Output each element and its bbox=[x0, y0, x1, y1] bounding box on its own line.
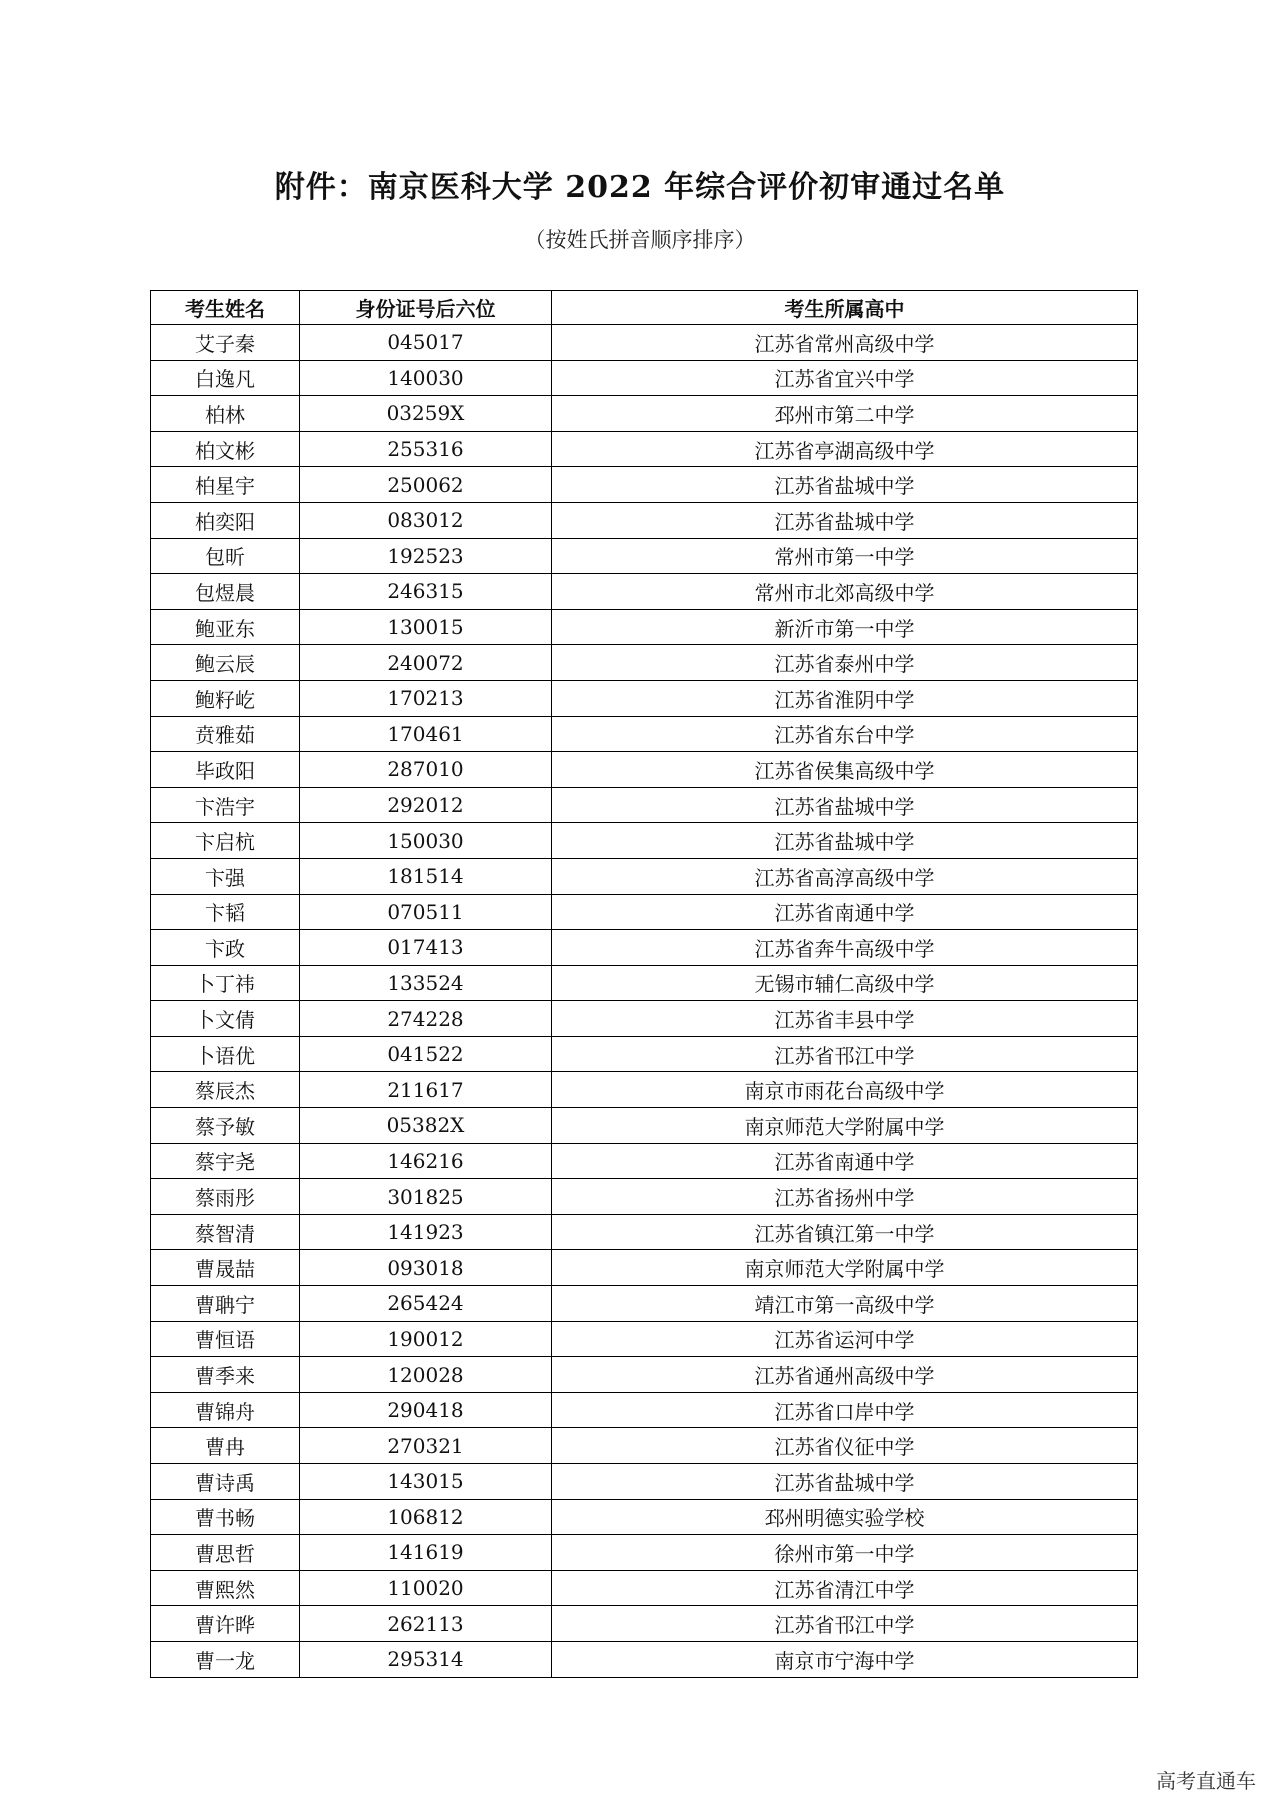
cell-high-school: 江苏省扬州中学 bbox=[552, 1179, 1138, 1215]
cell-student-name: 曹诗禹 bbox=[151, 1464, 300, 1500]
cell-id-suffix: 03259X bbox=[300, 396, 552, 432]
cell-id-suffix: 255316 bbox=[300, 431, 552, 467]
table-row bbox=[151, 1392, 1138, 1428]
cell-student-name: 卞强 bbox=[151, 858, 300, 894]
table-row bbox=[151, 823, 1138, 859]
cell-high-school: 常州市北郊高级中学 bbox=[552, 574, 1138, 610]
cell-id-suffix: 05382X bbox=[300, 1108, 552, 1144]
cell-id-suffix: 170213 bbox=[300, 680, 552, 716]
table-row bbox=[151, 858, 1138, 894]
cell-id-suffix: 041522 bbox=[300, 1036, 552, 1072]
cell-id-suffix: 190012 bbox=[300, 1321, 552, 1357]
cell-student-name: 蔡辰杰 bbox=[151, 1072, 300, 1108]
cell-student-name: 蔡予敏 bbox=[151, 1108, 300, 1144]
cell-high-school: 江苏省高淳高级中学 bbox=[552, 858, 1138, 894]
cell-id-suffix: 181514 bbox=[300, 858, 552, 894]
table-row bbox=[151, 1321, 1138, 1357]
cell-id-suffix: 150030 bbox=[300, 823, 552, 859]
cell-student-name: 曹锦舟 bbox=[151, 1392, 300, 1428]
table-row bbox=[151, 930, 1138, 966]
header-id-suffix: 身份证号后六位 bbox=[300, 291, 552, 325]
table-row bbox=[151, 431, 1138, 467]
cell-high-school: 江苏省口岸中学 bbox=[552, 1392, 1138, 1428]
cell-student-name: 曹聃宁 bbox=[151, 1286, 300, 1322]
table-row bbox=[151, 1143, 1138, 1179]
cell-id-suffix: 130015 bbox=[300, 609, 552, 645]
cell-id-suffix: 262113 bbox=[300, 1606, 552, 1642]
cell-high-school: 靖江市第一高级中学 bbox=[552, 1286, 1138, 1322]
cell-student-name: 曹书畅 bbox=[151, 1499, 300, 1535]
cell-id-suffix: 170461 bbox=[300, 716, 552, 752]
cell-high-school: 江苏省盐城中学 bbox=[552, 787, 1138, 823]
cell-high-school: 新沂市第一中学 bbox=[552, 609, 1138, 645]
cell-high-school: 南京市宁海中学 bbox=[552, 1641, 1138, 1677]
cell-student-name: 曹恒语 bbox=[151, 1321, 300, 1357]
cell-student-name: 包昕 bbox=[151, 538, 300, 574]
table-body bbox=[151, 325, 1138, 1678]
table-row bbox=[151, 965, 1138, 1001]
cell-id-suffix: 106812 bbox=[300, 1499, 552, 1535]
cell-id-suffix: 045017 bbox=[300, 325, 552, 361]
cell-high-school: 江苏省南通中学 bbox=[552, 1143, 1138, 1179]
cell-id-suffix: 287010 bbox=[300, 752, 552, 788]
cell-id-suffix: 265424 bbox=[300, 1286, 552, 1322]
table-row bbox=[151, 1428, 1138, 1464]
cell-high-school: 江苏省邗江中学 bbox=[552, 1036, 1138, 1072]
cell-student-name: 白逸凡 bbox=[151, 360, 300, 396]
document-title: 附件：南京医科大学 2022 年综合评价初审通过名单 bbox=[274, 170, 1006, 205]
document-subtitle: （按姓氏拼音顺序排序） bbox=[524, 228, 756, 252]
cell-student-name: 曹熙然 bbox=[151, 1570, 300, 1606]
table-row bbox=[151, 1499, 1138, 1535]
table-row bbox=[151, 680, 1138, 716]
table-row bbox=[151, 1214, 1138, 1250]
cell-student-name: 柏文彬 bbox=[151, 431, 300, 467]
cell-id-suffix: 143015 bbox=[300, 1464, 552, 1500]
table-row bbox=[151, 502, 1138, 538]
cell-student-name: 曹晟喆 bbox=[151, 1250, 300, 1286]
cell-high-school: 无锡市辅仁高级中学 bbox=[552, 965, 1138, 1001]
table-row bbox=[151, 1108, 1138, 1144]
table-row bbox=[151, 1606, 1138, 1642]
cell-id-suffix: 290418 bbox=[300, 1392, 552, 1428]
header-name: 考生姓名 bbox=[151, 291, 300, 325]
cell-student-name: 卞启杭 bbox=[151, 823, 300, 859]
table-row bbox=[151, 752, 1138, 788]
cell-high-school: 江苏省侯集高级中学 bbox=[552, 752, 1138, 788]
cell-high-school: 江苏省宜兴中学 bbox=[552, 360, 1138, 396]
cell-student-name: 毕政阳 bbox=[151, 752, 300, 788]
cell-id-suffix: 133524 bbox=[300, 965, 552, 1001]
cell-id-suffix: 146216 bbox=[300, 1143, 552, 1179]
table-row bbox=[151, 1179, 1138, 1215]
cell-high-school: 江苏省南通中学 bbox=[552, 894, 1138, 930]
cell-id-suffix: 017413 bbox=[300, 930, 552, 966]
cell-id-suffix: 141923 bbox=[300, 1214, 552, 1250]
cell-student-name: 鲍亚东 bbox=[151, 609, 300, 645]
cell-student-name: 曹季来 bbox=[151, 1357, 300, 1393]
cell-student-name: 蔡智清 bbox=[151, 1214, 300, 1250]
cell-high-school: 江苏省运河中学 bbox=[552, 1321, 1138, 1357]
cell-id-suffix: 141619 bbox=[300, 1535, 552, 1571]
cell-high-school: 江苏省盐城中学 bbox=[552, 1464, 1138, 1500]
table-header-row bbox=[151, 291, 1138, 325]
cell-high-school: 江苏省盐城中学 bbox=[552, 467, 1138, 503]
cell-student-name: 艾子秦 bbox=[151, 325, 300, 361]
cell-high-school: 江苏省盐城中学 bbox=[552, 502, 1138, 538]
cell-student-name: 柏奕阳 bbox=[151, 502, 300, 538]
cell-high-school: 江苏省常州高级中学 bbox=[552, 325, 1138, 361]
cell-student-name: 卜语优 bbox=[151, 1036, 300, 1072]
cell-student-name: 鲍籽屹 bbox=[151, 680, 300, 716]
table-row bbox=[151, 574, 1138, 610]
table-row bbox=[151, 1357, 1138, 1393]
admission-list-table bbox=[150, 290, 1138, 1678]
cell-id-suffix: 070511 bbox=[300, 894, 552, 930]
cell-id-suffix: 120028 bbox=[300, 1357, 552, 1393]
cell-high-school: 江苏省奔牛高级中学 bbox=[552, 930, 1138, 966]
cell-high-school: 江苏省泰州中学 bbox=[552, 645, 1138, 681]
table-row bbox=[151, 1072, 1138, 1108]
cell-high-school: 江苏省通州高级中学 bbox=[552, 1357, 1138, 1393]
cell-student-name: 曹思哲 bbox=[151, 1535, 300, 1571]
cell-id-suffix: 192523 bbox=[300, 538, 552, 574]
cell-student-name: 柏星宇 bbox=[151, 467, 300, 503]
cell-high-school: 江苏省东台中学 bbox=[552, 716, 1138, 752]
cell-id-suffix: 274228 bbox=[300, 1001, 552, 1037]
cell-id-suffix: 250062 bbox=[300, 467, 552, 503]
cell-high-school: 江苏省淮阴中学 bbox=[552, 680, 1138, 716]
table-row bbox=[151, 325, 1138, 361]
cell-student-name: 柏林 bbox=[151, 396, 300, 432]
cell-high-school: 常州市第一中学 bbox=[552, 538, 1138, 574]
cell-high-school: 江苏省盐城中学 bbox=[552, 823, 1138, 859]
cell-student-name: 贲雅茹 bbox=[151, 716, 300, 752]
header-high-school: 考生所属高中 bbox=[552, 291, 1138, 325]
cell-student-name: 卜文倩 bbox=[151, 1001, 300, 1037]
table-row bbox=[151, 467, 1138, 503]
cell-id-suffix: 292012 bbox=[300, 787, 552, 823]
cell-high-school: 江苏省邗江中学 bbox=[552, 1606, 1138, 1642]
cell-id-suffix: 246315 bbox=[300, 574, 552, 610]
watermark-text: 高考直通车 bbox=[1156, 1769, 1256, 1793]
cell-high-school: 南京师范大学附属中学 bbox=[552, 1250, 1138, 1286]
cell-id-suffix: 301825 bbox=[300, 1179, 552, 1215]
table-row bbox=[151, 1001, 1138, 1037]
cell-high-school: 南京市雨花台高级中学 bbox=[552, 1072, 1138, 1108]
cell-id-suffix: 093018 bbox=[300, 1250, 552, 1286]
cell-high-school: 江苏省亭湖高级中学 bbox=[552, 431, 1138, 467]
table-row bbox=[151, 1036, 1138, 1072]
table-row bbox=[151, 609, 1138, 645]
cell-student-name: 卞政 bbox=[151, 930, 300, 966]
cell-student-name: 卞韬 bbox=[151, 894, 300, 930]
cell-student-name: 卞浩宇 bbox=[151, 787, 300, 823]
table-row bbox=[151, 396, 1138, 432]
cell-student-name: 卜丁祎 bbox=[151, 965, 300, 1001]
cell-high-school: 江苏省丰县中学 bbox=[552, 1001, 1138, 1037]
table-row bbox=[151, 645, 1138, 681]
cell-student-name: 曹许晔 bbox=[151, 1606, 300, 1642]
table-row bbox=[151, 1250, 1138, 1286]
cell-high-school: 江苏省镇江第一中学 bbox=[552, 1214, 1138, 1250]
table-row bbox=[151, 360, 1138, 396]
table-row bbox=[151, 894, 1138, 930]
table-row bbox=[151, 1641, 1138, 1677]
cell-id-suffix: 270321 bbox=[300, 1428, 552, 1464]
table-row bbox=[151, 1535, 1138, 1571]
table-row bbox=[151, 787, 1138, 823]
cell-student-name: 曹一龙 bbox=[151, 1641, 300, 1677]
table-row bbox=[151, 1464, 1138, 1500]
cell-student-name: 鲍云辰 bbox=[151, 645, 300, 681]
cell-id-suffix: 083012 bbox=[300, 502, 552, 538]
cell-id-suffix: 211617 bbox=[300, 1072, 552, 1108]
cell-high-school: 江苏省清江中学 bbox=[552, 1570, 1138, 1606]
cell-high-school: 南京师范大学附属中学 bbox=[552, 1108, 1138, 1144]
table-row bbox=[151, 1570, 1138, 1606]
cell-student-name: 蔡雨彤 bbox=[151, 1179, 300, 1215]
cell-high-school: 邳州市第二中学 bbox=[552, 396, 1138, 432]
cell-high-school: 江苏省仪征中学 bbox=[552, 1428, 1138, 1464]
table-row bbox=[151, 716, 1138, 752]
cell-id-suffix: 110020 bbox=[300, 1570, 552, 1606]
cell-high-school: 邳州明德实验学校 bbox=[552, 1499, 1138, 1535]
cell-id-suffix: 240072 bbox=[300, 645, 552, 681]
table-row bbox=[151, 1286, 1138, 1322]
cell-student-name: 包煜晨 bbox=[151, 574, 300, 610]
cell-student-name: 曹冉 bbox=[151, 1428, 300, 1464]
cell-id-suffix: 295314 bbox=[300, 1641, 552, 1677]
cell-student-name: 蔡宇尧 bbox=[151, 1143, 300, 1179]
table-row bbox=[151, 538, 1138, 574]
cell-high-school: 徐州市第一中学 bbox=[552, 1535, 1138, 1571]
cell-id-suffix: 140030 bbox=[300, 360, 552, 396]
